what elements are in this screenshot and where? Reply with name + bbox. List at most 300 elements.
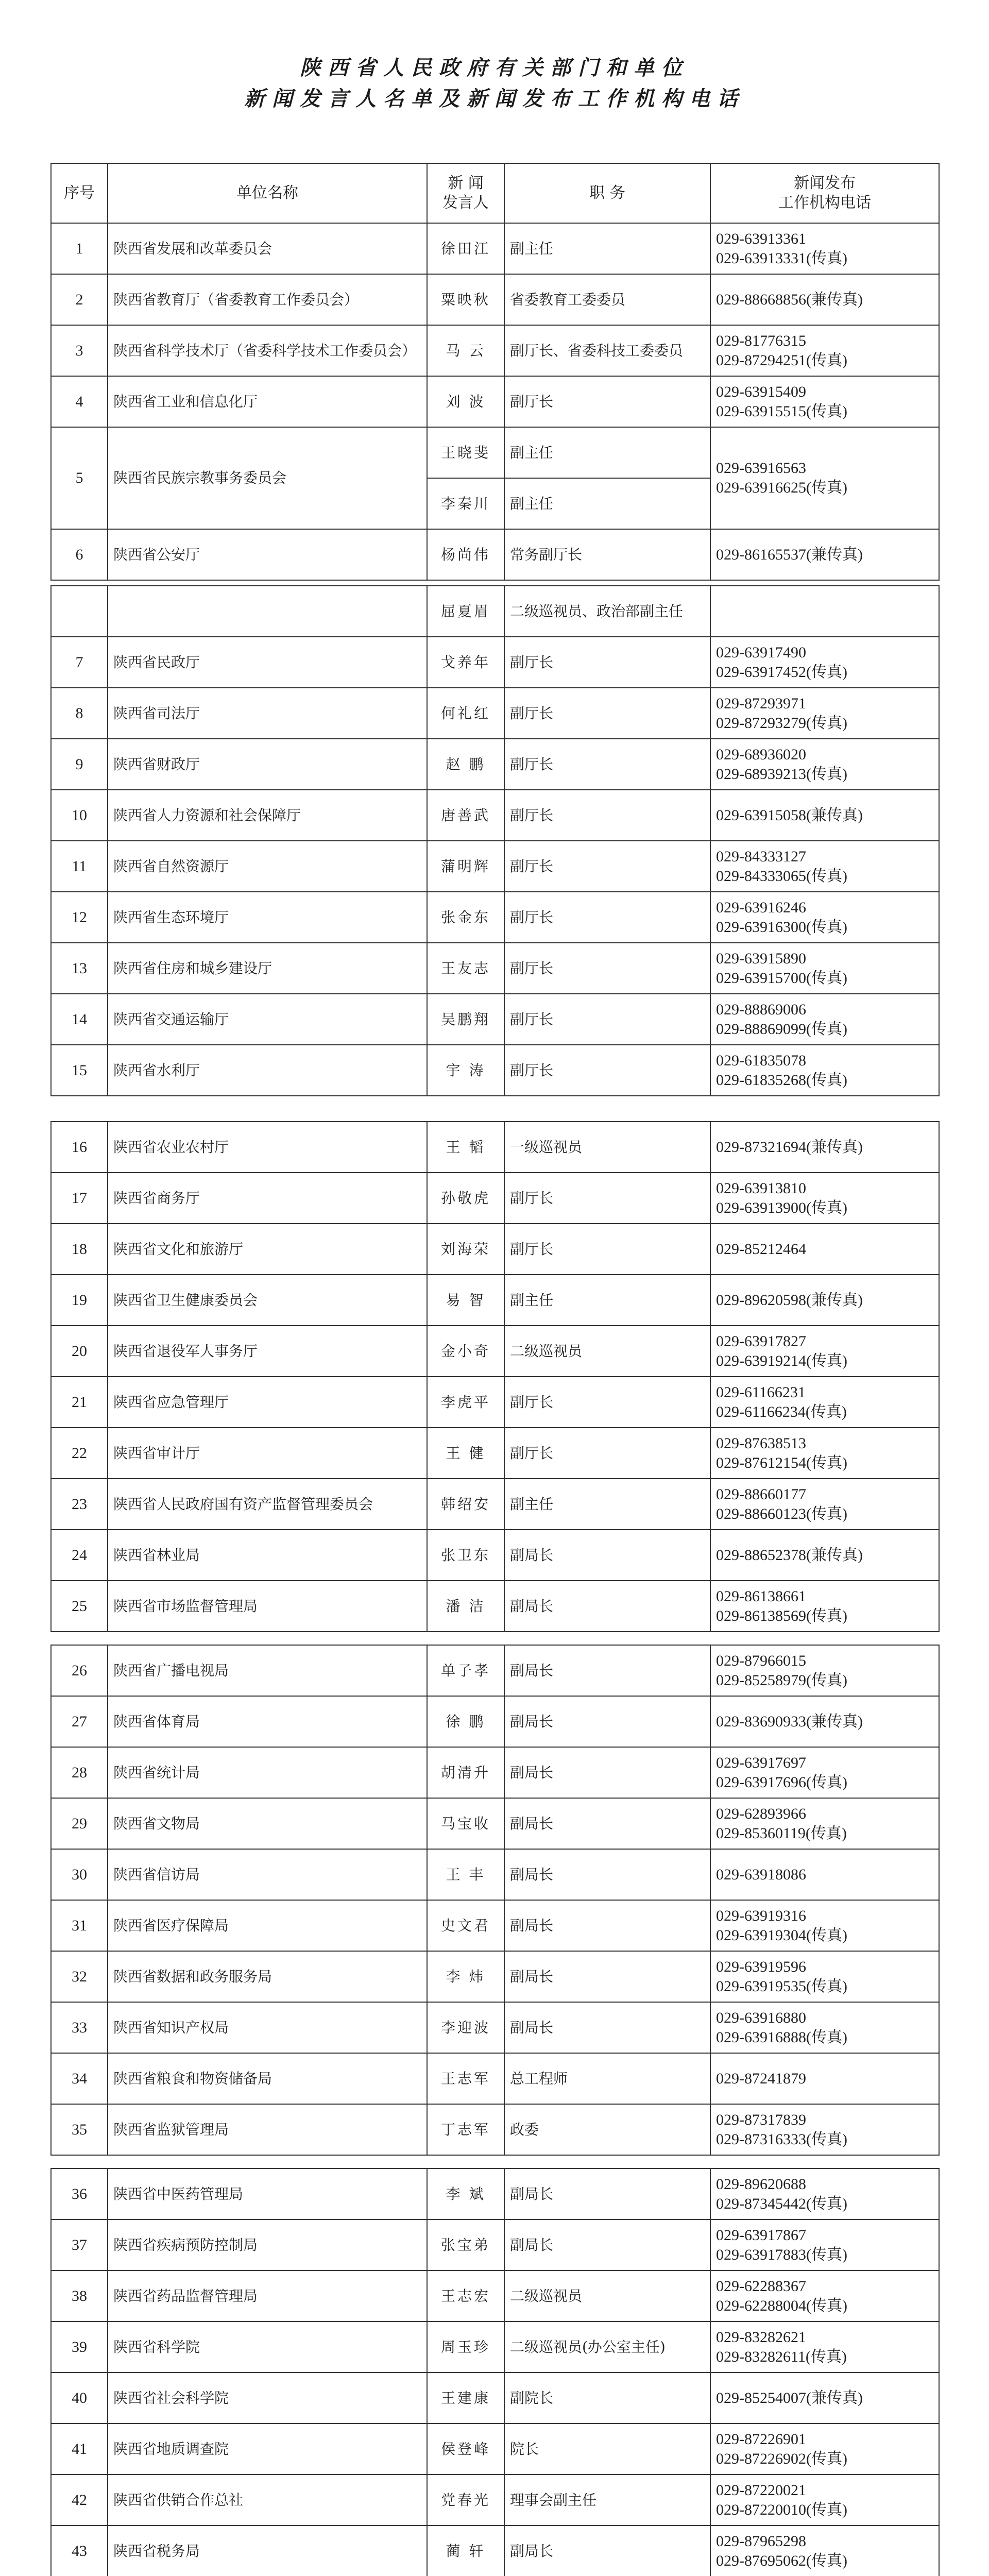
phone-numbers	[710, 1224, 939, 1275]
phone-line: 029-84333127	[716, 848, 806, 865]
phone-line: 029-63913900(传真)	[716, 1199, 847, 1216]
phone-line: 029-63917883(传真)	[716, 2246, 847, 2263]
phone-numbers	[710, 274, 939, 325]
unit-name: 陕西省自然资源厅	[108, 841, 427, 892]
row-number: 3	[51, 325, 108, 376]
phone-line: 029-87226902(传真)	[716, 2450, 847, 2467]
spokesperson-name: 蒲明辉	[427, 841, 504, 892]
spokesperson-name: 何礼红	[427, 688, 504, 739]
phone-line: 029-87294251(传真)	[716, 351, 847, 369]
row-number: 15	[51, 1045, 108, 1096]
spokesperson-name: 金小奇	[427, 1326, 504, 1377]
phone-line: 029-84333065(传真)	[716, 867, 847, 885]
phone-numbers	[710, 1798, 939, 1849]
phone-line: 029-87638513	[716, 1434, 806, 1452]
phone-line: 029-88660123(传真)	[716, 1505, 847, 1522]
phone-line: 029-63916880	[716, 2009, 806, 2026]
table-row	[51, 739, 939, 790]
spokesperson-position: 副厅长、省委科技工委委员	[504, 325, 710, 376]
table-row	[51, 529, 939, 580]
spokesperson-name: 王建康	[427, 2372, 504, 2424]
table-row	[51, 1275, 939, 1326]
phone-line: 029-63917490	[716, 643, 806, 661]
spokesperson-position: 副局长	[504, 2526, 710, 2576]
spokesperson-position: 副主任	[504, 1275, 710, 1326]
row-number: 38	[51, 2270, 108, 2321]
unit-name: 陕西省教育厅（省委教育工作委员会）	[108, 274, 427, 325]
unit-name: 陕西省民政厅	[108, 637, 427, 688]
row-number: 18	[51, 1224, 108, 1275]
spokesperson-position: 副主任	[504, 478, 710, 529]
spokesperson-position: 副局长	[504, 1530, 710, 1581]
unit-name: 陕西省审计厅	[108, 1428, 427, 1479]
phone-line: 029-88668856(兼传真)	[716, 291, 863, 308]
row-number: 20	[51, 1326, 108, 1377]
phone-line: 029-63917867	[716, 2226, 806, 2244]
phone-line: 029-88660177	[716, 1485, 806, 1503]
phone-line: 029-63915700(传真)	[716, 969, 847, 987]
table-row	[51, 1479, 939, 1530]
phone-line: 029-83690933(兼传真)	[716, 1713, 863, 1730]
document-title-line2: 新闻发言人名单及新闻发布工作机构电话	[244, 87, 745, 111]
unit-name: 陕西省卫生健康委员会	[108, 1275, 427, 1326]
header-spokesperson-line: 发言人	[442, 194, 489, 212]
unit-name: 陕西省广播电视局	[108, 1645, 427, 1696]
spokesperson-position: 副厅长	[504, 1377, 710, 1428]
phone-line: 029-86138661	[716, 1587, 806, 1605]
phone-numbers	[710, 637, 939, 688]
row-number: 31	[51, 1900, 108, 1951]
spokesperson-name: 王志宏	[427, 2270, 504, 2321]
phone-line: 029-87966015	[716, 1652, 806, 1669]
row-number: 25	[51, 1581, 108, 1632]
unit-name: 陕西省人力资源和社会保障厅	[108, 790, 427, 841]
unit-name: 陕西省科学院	[108, 2321, 427, 2372]
phone-line: 029-87220021	[716, 2481, 806, 2499]
table-row	[51, 2104, 939, 2155]
spokesperson-position: 副局长	[504, 2002, 710, 2053]
spokesperson-position: 副局长	[504, 1696, 710, 1747]
unit-name: 陕西省文物局	[108, 1798, 427, 1849]
spokesperson-position: 副局长	[504, 1581, 710, 1632]
spokesperson-position: 副局长	[504, 1798, 710, 1849]
phone-numbers	[710, 1696, 939, 1747]
spokesperson-name: 胡清升	[427, 1747, 504, 1798]
spokesperson-position: 副局长	[504, 2219, 710, 2270]
row-number: 9	[51, 739, 108, 790]
row-number: 34	[51, 2053, 108, 2104]
unit-name: 陕西省水利厅	[108, 1045, 427, 1096]
phone-line: 029-63916300(传真)	[716, 918, 847, 936]
row-number: 41	[51, 2424, 108, 2475]
spokesperson-name: 吴鹏翔	[427, 994, 504, 1045]
spokesperson-position: 常务副厅长	[504, 529, 710, 580]
phone-numbers	[710, 2321, 939, 2372]
phone-numbers	[710, 994, 939, 1045]
spokesperson-name: 单子孝	[427, 1645, 504, 1696]
spokesperson-position: 副院长	[504, 2372, 710, 2424]
phone-table-block-1	[50, 163, 940, 581]
row-number: 14	[51, 994, 108, 1045]
phone-line: 029-63917452(传真)	[716, 663, 847, 681]
spokesperson-position: 副厅长	[504, 739, 710, 790]
phone-line: 029-87317839	[716, 2111, 806, 2128]
phone-line: 029-63916625(传真)	[716, 479, 847, 496]
spokesperson-name: 戈养年	[427, 637, 504, 688]
table-row	[51, 1581, 939, 1632]
table-row	[51, 1747, 939, 1798]
phone-line: 029-87241879	[716, 2070, 806, 2087]
table-row	[51, 1798, 939, 1849]
phone-line: 029-62288004(传真)	[716, 2297, 847, 2314]
row-number: 2	[51, 274, 108, 325]
unit-name: 陕西省财政厅	[108, 739, 427, 790]
phone-line: 029-61835078	[716, 1052, 806, 1069]
table-row	[51, 2219, 939, 2270]
spokesperson-position: 副主任	[504, 223, 710, 274]
row-number: 7	[51, 637, 108, 688]
row-number: 40	[51, 2372, 108, 2424]
phone-numbers	[710, 2168, 939, 2219]
header-spokesperson	[427, 163, 504, 223]
row-number: 32	[51, 1951, 108, 2002]
unit-name: 陕西省粮食和物资储备局	[108, 2053, 427, 2104]
row-number: 33	[51, 2002, 108, 2053]
row-number: 6	[51, 529, 108, 580]
spokesperson-name: 赵 鹏	[427, 739, 504, 790]
unit-name: 陕西省科学技术厅（省委科学技术工作委员会）	[108, 325, 427, 376]
phone-line: 029-87293279(传真)	[716, 714, 847, 732]
row-number: 8	[51, 688, 108, 739]
phone-line: 029-89620598(兼传真)	[716, 1291, 863, 1309]
header-seq	[51, 163, 108, 223]
spokesperson-name: 粟映秋	[427, 274, 504, 325]
unit-name: 陕西省人民政府国有资产监督管理委员会	[108, 1479, 427, 1530]
phone-line: 029-85360119(传真)	[716, 1824, 847, 1842]
table-row	[51, 1849, 939, 1900]
unit-name: 陕西省退役军人事务厅	[108, 1326, 427, 1377]
spokesperson-position: 副局长	[504, 1900, 710, 1951]
spokesperson-name: 张金东	[427, 892, 504, 943]
phone-line: 029-63919316	[716, 1907, 806, 1924]
row-number: 11	[51, 841, 108, 892]
phone-numbers	[710, 1747, 939, 1798]
row-number: 36	[51, 2168, 108, 2219]
header-position-line: 职 务	[589, 184, 625, 202]
phone-line: 029-89620688	[716, 2175, 806, 2193]
row-number: 21	[51, 1377, 108, 1428]
row-number: 13	[51, 943, 108, 994]
phone-table-block-5	[50, 2168, 940, 2576]
table-row	[51, 892, 939, 943]
spokesperson-position: 二级巡视员、政治部副主任	[504, 586, 710, 637]
document-title-line1: 陕西省人民政府有关部门和单位	[300, 56, 689, 80]
spokesperson-name: 张卫东	[427, 1530, 504, 1581]
unit-name: 陕西省商务厅	[108, 1173, 427, 1224]
row-number: 12	[51, 892, 108, 943]
spokesperson-name: 李 斌	[427, 2168, 504, 2219]
phone-numbers	[710, 790, 939, 841]
phone-numbers	[710, 1122, 939, 1173]
phone-line: 029-81776315	[716, 332, 806, 349]
phone-numbers	[710, 1849, 939, 1900]
table-row	[51, 2053, 939, 2104]
spokesperson-position: 一级巡视员	[504, 1122, 710, 1173]
phone-line: 029-63919596	[716, 1958, 806, 1975]
phone-numbers	[710, 1900, 939, 1951]
row-number: 17	[51, 1173, 108, 1224]
table-row	[51, 841, 939, 892]
unit-name: 陕西省信访局	[108, 1849, 427, 1900]
phone-numbers	[710, 376, 939, 427]
spokesperson-name: 王志军	[427, 2053, 504, 2104]
spokesperson-position: 理事会副主任	[504, 2475, 710, 2526]
phone-line: 029-87321694(兼传真)	[716, 1138, 863, 1156]
unit-name: 陕西省药品监督管理局	[108, 2270, 427, 2321]
spokesperson-position: 总工程师	[504, 2053, 710, 2104]
phone-numbers	[710, 2104, 939, 2155]
unit-name: 陕西省中医药管理局	[108, 2168, 427, 2219]
spokesperson-name: 李 炜	[427, 1951, 504, 2002]
phone-line: 029-85254007(兼传真)	[716, 2389, 863, 2406]
phone-numbers	[710, 2526, 939, 2576]
phone-line: 029-61166231	[716, 1383, 806, 1401]
phone-numbers	[710, 1275, 939, 1326]
phone-numbers	[710, 1581, 939, 1632]
table-row	[51, 1326, 939, 1377]
phone-line: 029-63919214(传真)	[716, 1352, 847, 1369]
phone-numbers	[710, 2424, 939, 2475]
phone-line: 029-63915058(兼传真)	[716, 806, 863, 824]
row-number: 29	[51, 1798, 108, 1849]
table-row	[51, 637, 939, 688]
phone-line: 029-63913331(传真)	[716, 249, 847, 267]
unit-name: 陕西省司法厅	[108, 688, 427, 739]
spokesperson-name: 徐田江	[427, 223, 504, 274]
table-row	[51, 1696, 939, 1747]
table-row	[51, 2526, 939, 2576]
row-number: 43	[51, 2526, 108, 2576]
row-number: 5	[51, 427, 108, 529]
phone-line: 029-63916246	[716, 899, 806, 916]
row-number: 16	[51, 1122, 108, 1173]
phone-line: 029-61835268(传真)	[716, 1071, 847, 1089]
spokesperson-position: 二级巡视员	[504, 2270, 710, 2321]
unit-name: 陕西省民族宗教事务委员会	[108, 427, 427, 529]
spokesperson-position: 副局长	[504, 1951, 710, 2002]
table-row	[51, 1530, 939, 1581]
table-row	[51, 1951, 939, 2002]
spokesperson-name: 张宝弟	[427, 2219, 504, 2270]
phone-numbers	[710, 2475, 939, 2526]
phone-numbers	[710, 2270, 939, 2321]
spokesperson-name: 刘海荣	[427, 1224, 504, 1275]
unit-name: 陕西省供销合作总社	[108, 2475, 427, 2526]
unit-name: 陕西省工业和信息化厅	[108, 376, 427, 427]
spokesperson-position: 副厅长	[504, 1045, 710, 1096]
spokesperson-name: 史文君	[427, 1900, 504, 1951]
table-row	[51, 376, 939, 427]
unit-name: 陕西省应急管理厅	[108, 1377, 427, 1428]
phone-line: 029-63918086	[716, 1866, 806, 1883]
phone-table-block-4	[50, 1645, 940, 2156]
unit-name: 陕西省市场监督管理局	[108, 1581, 427, 1632]
table-row	[51, 2424, 939, 2475]
phone-line: 029-83282621	[716, 2328, 806, 2346]
table-row	[51, 2475, 939, 2526]
table-row	[51, 2372, 939, 2424]
unit-name: 陕西省税务局	[108, 2526, 427, 2576]
spokesperson-position: 副局长	[504, 2168, 710, 2219]
table-row	[51, 1045, 939, 1096]
phone-table-block-3	[50, 1121, 940, 1632]
phone-numbers	[710, 688, 939, 739]
phone-line: 029-63916888(传真)	[716, 2028, 847, 2046]
table-row	[51, 994, 939, 1045]
unit-name: 陕西省统计局	[108, 1747, 427, 1798]
table-row	[51, 2321, 939, 2372]
spokesperson-name: 李秦川	[427, 478, 504, 529]
phone-numbers	[710, 427, 939, 529]
unit-name: 陕西省发展和改革委员会	[108, 223, 427, 274]
spokesperson-position: 副厅长	[504, 943, 710, 994]
unit-name: 陕西省林业局	[108, 1530, 427, 1581]
phone-line: 029-63915515(传真)	[716, 402, 847, 420]
phone-numbers	[710, 2002, 939, 2053]
phone-line: 029-88869006	[716, 1001, 806, 1018]
unit-name: 陕西省交通运输厅	[108, 994, 427, 1045]
spokesperson-position: 副厅长	[504, 688, 710, 739]
phone-line: 029-68936020	[716, 745, 806, 763]
phone-line: 029-87612154(传真)	[716, 1454, 847, 1471]
spokesperson-position: 省委教育工委委员	[504, 274, 710, 325]
unit-name: 陕西省社会科学院	[108, 2372, 427, 2424]
spokesperson-name: 屈夏眉	[427, 586, 504, 637]
spokesperson-name: 周玉珍	[427, 2321, 504, 2372]
phone-line: 029-62893966	[716, 1805, 806, 1822]
spokesperson-name: 李虎平	[427, 1377, 504, 1428]
phone-numbers	[710, 943, 939, 994]
row-number: 37	[51, 2219, 108, 2270]
spokesperson-name: 杨尚伟	[427, 529, 504, 580]
spokesperson-name: 马 云	[427, 325, 504, 376]
row-number: 39	[51, 2321, 108, 2372]
phone-line: 029-87293971	[716, 694, 806, 712]
phone-numbers	[710, 841, 939, 892]
spokesperson-position: 副局长	[504, 1849, 710, 1900]
phone-line: 029-61166234(传真)	[716, 1403, 847, 1420]
spokesperson-name: 韩绍安	[427, 1479, 504, 1530]
spokesperson-name: 王友志	[427, 943, 504, 994]
spokesperson-position: 副厅长	[504, 1173, 710, 1224]
unit-name: 陕西省医疗保障局	[108, 1900, 427, 1951]
table-row	[51, 1645, 939, 1696]
phone-line: 029-88652378(兼传真)	[716, 1546, 863, 1564]
phone-line: 029-87226901	[716, 2430, 806, 2448]
table-row	[51, 325, 939, 376]
table-row	[51, 1428, 939, 1479]
row-number	[51, 586, 108, 637]
table-row	[51, 2002, 939, 2053]
table-row	[51, 223, 939, 274]
row-number: 22	[51, 1428, 108, 1479]
phone-numbers	[710, 1377, 939, 1428]
phone-line: 029-87220010(传真)	[716, 2501, 847, 2518]
table-row	[51, 1900, 939, 1951]
spokesperson-name: 王 健	[427, 1428, 504, 1479]
spokesperson-position: 副厅长	[504, 892, 710, 943]
header-phone-line: 工作机构电话	[778, 194, 871, 212]
phone-line: 029-63913361	[716, 230, 806, 247]
table-row	[51, 1377, 939, 1428]
spokesperson-name: 王 韬	[427, 1122, 504, 1173]
spokesperson-position: 二级巡视员	[504, 1326, 710, 1377]
header-phone-line: 新闻发布	[794, 174, 856, 192]
header-unit	[108, 163, 427, 223]
spokesperson-position: 副局长	[504, 1645, 710, 1696]
phone-numbers	[710, 1428, 939, 1479]
spokesperson-name: 唐善武	[427, 790, 504, 841]
unit-name: 陕西省住房和城乡建设厅	[108, 943, 427, 994]
row-number: 27	[51, 1696, 108, 1747]
unit-name: 陕西省知识产权局	[108, 2002, 427, 2053]
row-number: 1	[51, 223, 108, 274]
phone-line: 029-63917827	[716, 1332, 806, 1350]
phone-line: 029-63916563	[716, 460, 806, 477]
spokesperson-name: 侯登峰	[427, 2424, 504, 2475]
unit-name: 陕西省监狱管理局	[108, 2104, 427, 2155]
phone-line: 029-63919304(传真)	[716, 1926, 847, 1944]
spokesperson-name: 丁志军	[427, 2104, 504, 2155]
phone-line: 029-87345442(传真)	[716, 2195, 847, 2212]
unit-name: 陕西省公安厅	[108, 529, 427, 580]
spokesperson-position: 副主任	[504, 1479, 710, 1530]
spokesperson-position: 副厅长	[504, 1428, 710, 1479]
table-row	[51, 1122, 939, 1173]
row-number: 19	[51, 1275, 108, 1326]
phone-numbers	[710, 892, 939, 943]
row-number: 24	[51, 1530, 108, 1581]
unit-name: 陕西省文化和旅游厅	[108, 1224, 427, 1275]
header-spokesperson-line: 新 闻	[448, 174, 484, 192]
spokesperson-name: 宇 涛	[427, 1045, 504, 1096]
phone-numbers	[710, 739, 939, 790]
table-header-row	[51, 163, 939, 223]
row-number: 35	[51, 2104, 108, 2155]
spokesperson-name: 孙敬虎	[427, 1173, 504, 1224]
phone-numbers	[710, 1326, 939, 1377]
spokesperson-position: 副局长	[504, 1747, 710, 1798]
spokesperson-position: 副主任	[504, 427, 710, 478]
phone-numbers	[710, 1530, 939, 1581]
phone-line: 029-63917697	[716, 1754, 806, 1771]
spokesperson-name: 马宝收	[427, 1798, 504, 1849]
spokesperson-name: 易 智	[427, 1275, 504, 1326]
table-row	[51, 688, 939, 739]
row-number: 28	[51, 1747, 108, 1798]
phone-numbers	[710, 2219, 939, 2270]
row-number: 42	[51, 2475, 108, 2526]
phone-table-block-2	[50, 585, 940, 1096]
row-number: 30	[51, 1849, 108, 1900]
spokesperson-name: 李迎波	[427, 2002, 504, 2053]
phone-line: 029-63917696(传真)	[716, 1773, 847, 1791]
spokesperson-position: 二级巡视员(办公室主任)	[504, 2321, 710, 2372]
phone-line: 029-83282611(传真)	[716, 2348, 847, 2365]
phone-numbers	[710, 2053, 939, 2104]
unit-name: 陕西省数据和政务服务局	[108, 1951, 427, 2002]
header-unit-line: 单位名称	[236, 184, 298, 202]
